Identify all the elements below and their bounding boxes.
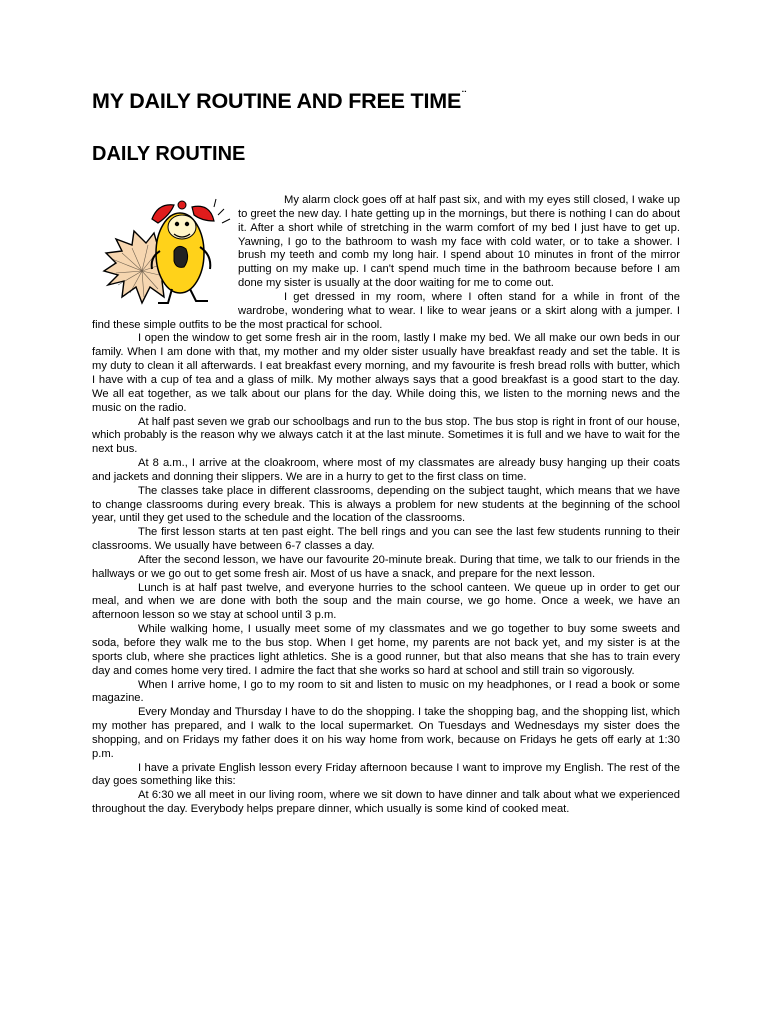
paragraph: At 8 a.m., I arrive at the cloakroom, where most of my classmates are already busy hanging up their coats and jackets and donning their slippers. We are in a hurry to get to the first class on time. [92, 457, 680, 483]
paragraph: At 6:30 we all meet in our living room, where we sit down to have dinner and talk about what we experienced throughout the day. Everybody helps prepare dinner, which usually is some kind of cooked meat. [92, 789, 680, 816]
title-mark: ¨ [462, 88, 466, 102]
paragraph: At half past seven we grab our schoolbags and run to the bus stop. The bus stop is right in front of our house, which probably is the reason why we always catch it at the last minute. Sometimes it is full and we have to wait for the next bus. [92, 415, 680, 456]
document-title-text: MY DAILY ROUTINE AND FREE TIME [92, 89, 462, 113]
paragraph: After the second lesson, we have our favourite 20-minute break. During that time, we talk to our friends in the hallways or we go out to get some fresh air. Most of us have a snack, and prepare for the next lesson. [92, 553, 680, 580]
paragraph: My alarm clock goes off at half past six, and with my eyes still closed, I wake up to greet the new day. I hate getting up in the mornings, but there is nothing I can do about it. After a short while of stretching in the warm comfort of my bed I just have to get up. Yawning, I go to the bathroom to wash my face with cold water, or to take a shower. I brush my teeth and comb my long hair. I spend about 10 minutes in front of the mirror putting on my make up. I can't spend much time in the bathroom because before I am done my sister is usually at the door waiting for me to come out. [238, 194, 680, 290]
alarm-clock-cartoon-icon [92, 193, 238, 307]
paragraph: The classes take place in different classrooms, depending on the subject taught, which means that we have to change classrooms during every break. This is always a problem for new students at the beginning of the school year, until they get used to the schedule and the location of the classrooms. [92, 484, 680, 525]
document-title [92, 88, 466, 114]
paragraph: I get dressed in my room, where I often stand for a while in front of the wardrobe, wondering what to wear. I like to wear jeans or a skirt along with a jumper. I find these simple outfits to be the most practical for school. [92, 290, 680, 331]
paragraph: Lunch is at half past twelve, and everyone hurries to the school canteen. We queue up in order to get our meal, and when we are done with both the soup and the main course, we go home. Once a week, we have an afternoon lesson so we stay at school until 3 p.m. [92, 581, 680, 622]
paragraph: The first lesson starts at ten past eight. The bell rings and you can see the last few students running to their classrooms. We usually have between 6-7 classes a day. [92, 526, 680, 553]
paragraph: I have a private English lesson every Friday afternoon because I want to improve my English. The rest of the day goes something like this: [92, 761, 680, 788]
document-body [92, 194, 680, 817]
paragraph: While walking home, I usually meet some of my classmates and we go together to buy some sweets and soda, before they walk me to the bus stop. When I get home, my parents are not back yet, and my sister is at the sports club, where she practices light athletics. She is a good runner, but that also means that she has to train every day and comes home very tired. I admire the fact that she works so hard at school and still train so vigorously. [92, 623, 680, 677]
paragraph: I open the window to get some fresh air in the room, lastly I make my bed. We all make our own beds in our family. When I am done with that, my mother and my older sister usually have breakfast ready and set the table. It is my duty to clean it all afterwards. I eat breakfast every morning, and my favourite is fresh bread rolls with butter, which I have with a cup of tea and a glass of milk. My mother always says that a good breakfast is a good start to the day. We all eat together, as we talk about our plans for the day. While doing this, we listen to the morning news and the music on the radio. [92, 332, 680, 414]
section-heading: DAILY ROUTINE [92, 143, 246, 165]
paragraph: Every Monday and Thursday I have to do the shopping. I take the shopping bag, and the shopping list, which my mother has prepared, and I walk to the local supermarket. On Tuesdays and Wednesdays my sister does the shopping, and on Fridays my father does it on his way home from work, because on Fridays he gets off early at 1:30 p.m. [92, 706, 680, 760]
paragraph: When I arrive home, I go to my room to sit and listen to music on my headphones, or I read a book or some magazine. [92, 678, 680, 705]
